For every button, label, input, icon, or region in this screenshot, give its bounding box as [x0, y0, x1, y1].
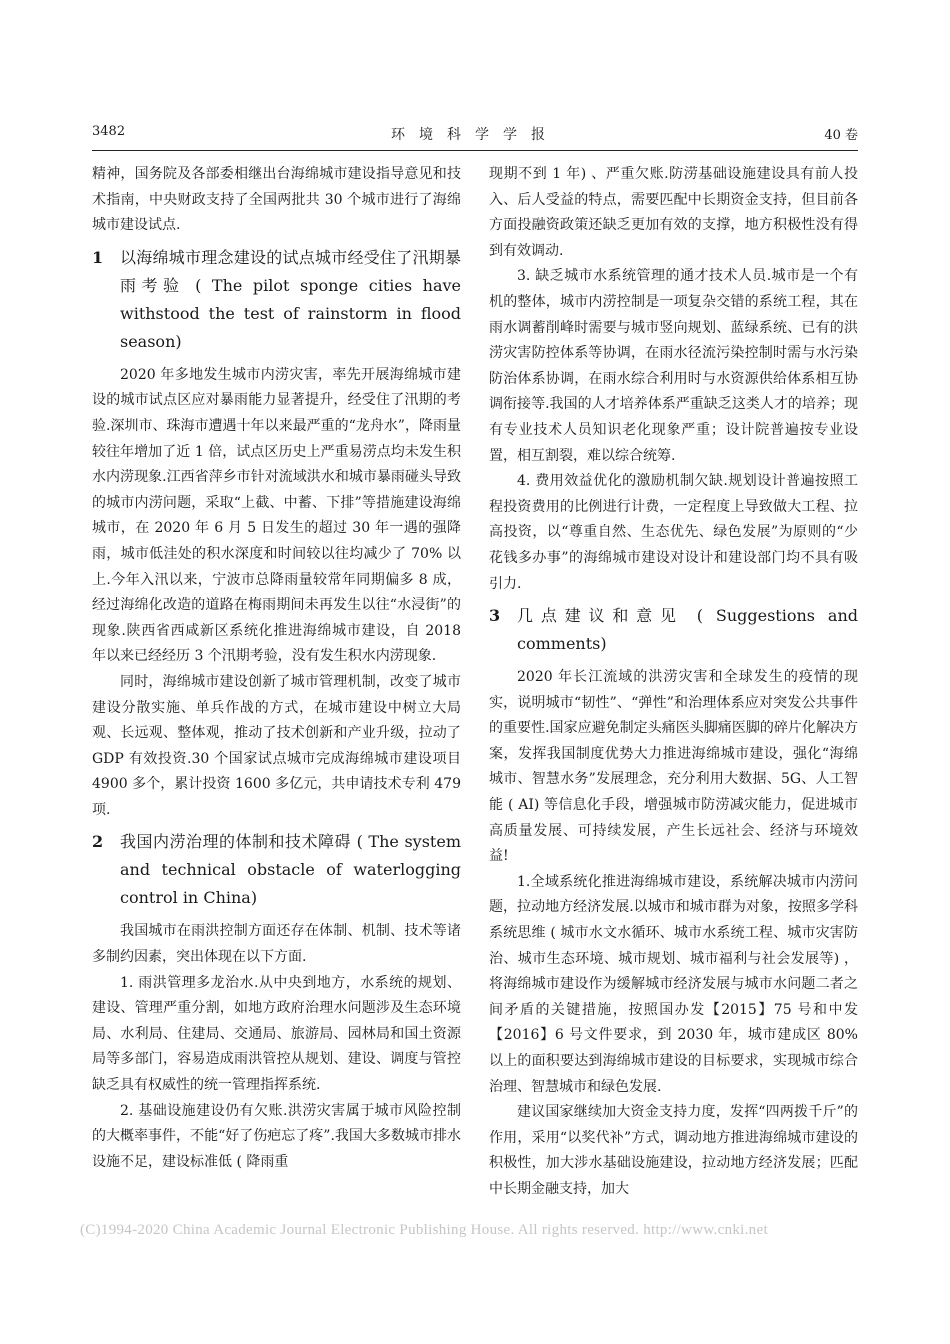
- paragraph: 精神，国务院及各部委相继出台海绵城市建设指导意见和技术指南，中央财政支持了全国两批共 30 个城市进行了海绵城市建设试点.: [92, 166, 461, 234]
- paragraph: 4. 费用效益优化的激励机制欠缺.规划设计普遍按照工程投资费用的比例进行计费，一定程度上导致做大工程、拉高投资，以“尊重自然、生态优先、绿色发展”为原则的“少花钱多办事”的海绵城市建设对设计和建设部门均不具有吸引力.: [489, 473, 858, 592]
- page-number: 3482: [92, 124, 126, 139]
- paragraph: 2020 年长江流域的洪涝灾害和全球发生的疫情的现实，说明城市“韧性”、“弹性”和治理体系应对突发公共事件的重要性.国家应避免制定头痛医头脚痛医脚的碎片化解决方案，发挥我国制度优势大力推进海绵城市建设，强化“海绵城市、智慧水务”发展理念，充分利用大数据、5G、人工智能 ( AI) 等信息化手段，增强城市防涝减灾能力，促进城市高质量发展、可持续发展，产生长远社会、经济与环境效益!: [489, 669, 858, 865]
- section-heading-1: [92, 244, 461, 356]
- left-column: [92, 162, 461, 1175]
- section-number: 2: [92, 832, 104, 852]
- section-title: 我国内涝治理的体制和技术障碍 ( The system and technical obstacle of waterlogging control in China): [120, 832, 461, 908]
- running-header: [92, 124, 858, 146]
- copyright-watermark: (C)1994-2020 China Academic Journal Electronic Publishing House. All rights reserved. http://www.cnki.net: [80, 1222, 768, 1238]
- section-number: 3: [489, 606, 501, 626]
- right-column: [489, 162, 858, 1203]
- paragraph: 建议国家继续加大资金支持力度，发挥“四两拨千斤”的作用，采用“以奖代补”方式，调动地方推进海绵城市建设的积极性，加大涉水基础设施建设，拉动地方经济发展；匹配中长期金融支持，加大: [489, 1104, 858, 1197]
- paragraph: 3. 缺乏城市水系统管理的通才技术人员.城市是一个有机的整体，城市内涝控制是一项复杂交错的系统工程，其在雨水调蓄削峰时需要与城市竖向规划、蓝绿系统、已有的洪涝灾害防控体系等协调，在雨水径流污染控制时需与水污染防治体系协调，在雨水综合利用时与水资源供给体系相互协调衔接等.我国的人才培养体系严重缺乏这类人才的培养；现有专业技术人员知识老化现象严重；设计院普遍按专业设置，相互割裂，难以综合统筹.: [489, 268, 858, 464]
- paragraph: 2. 基础设施建设仍有欠账.洪涝灾害属于城市风险控制的大概率事件，不能“好了伤疤忘了疼”.我国大多数城市排水设施不足，建设标准低 ( 降雨重: [92, 1102, 461, 1170]
- header-rule: [92, 150, 858, 151]
- paragraph: 1.全域系统化推进海绵城市建设，系统解决城市内涝问题，拉动地方经济发展.以城市和城市群为对象，按照多学科系统思维 ( 城市水文水循环、城市水系统工程、城市灾害防治、城市生态环境、城市规划、城市福利与社会发展等) ，将海绵城市建设作为缓解城市经济发展与城市水问题二者之间矛盾的关键措施，按照国办发【2015】75 号和中发【2016】6 号文件要求，到 2030 年，城市建成区 80% 以上的面积要达到海绵城市建设的目标要求，实现城市综合治理、智慧城市和绿色发展.: [489, 873, 858, 1095]
- paragraph: 1. 雨洪管理多龙治水.从中央到地方，水系统的规划、建设、管理严重分割，如地方政府治理水问题涉及生态环境局、水利局、住建局、交通局、旅游局、园林局和国土资源局等多部门，容易造成雨洪管控从规划、建设、调度与管控缺乏具有权威性的统一管理指挥系统.: [92, 974, 461, 1094]
- paragraph: 现期不到 1 年) 、严重欠账.防涝基础设施建设具有前人投入、后人受益的特点，需要匹配中长期资金支持，但目前各方面投融资政策还缺乏更加有效的支撑，地方积极性没有得到有效调动.: [489, 166, 858, 259]
- section-title: 以海绵城市理念建设的试点城市经受住了汛期暴雨考验 ( The pilot sponge cities have withstood the test of rainstorm in flood season): [120, 247, 461, 351]
- section-title: 几点建议和意见 ( Suggestions and comments): [517, 606, 858, 654]
- paragraph: 同时，海绵城市建设创新了城市管理机制，改变了城市建设分散实施、单兵作战的方式，在城市建设中树立大局观、长远观、整体观，推动了技术创新和产业升级，拉动了 GDP 有效投资.30 个国家试点城市完成海绵城市建设项目 4900 多个，累计投资 1600 多亿元，共申请技术专利 479 项.: [92, 673, 461, 818]
- paragraph: 我国城市在雨洪控制方面还存在体制、机制、技术等诸多制约因素，突出体现在以下方面.: [92, 923, 461, 966]
- paragraph: 2020 年多地发生城市内涝灾害，率先开展海绵城市建设的城市试点区应对暴雨能力显著提升，经受住了汛期的考验.深圳市、珠海市遭遇十年以来最严重的“龙舟水”，降雨量较往年增加了近 1 倍，试点区历史上严重易涝点均未发生积水内涝现象.江西省萍乡市针对流域洪水和城市暴雨碰头导致的城市内涝问题，采取“上截、中蓄、下排”等措施建设海绵城市，在 2020 年 6 月 5 日发生的超过 30 年一遇的强降雨，城市低洼处的积水深度和时间较以往均减少了 70% 以上.今年入汛以来，宁波市总降雨量较常年同期偏多 8 成，经过海绵化改造的道路在梅雨期间未再发生以往“水浸街”的现象.陕西省西咸新区系统化推进海绵城市建设，自 2018 年以来已经经历 3 个汛期考验，没有发生积水内涝现象.: [92, 366, 461, 665]
- section-number: 1: [92, 247, 104, 267]
- section-heading-2: [92, 828, 461, 912]
- journal-title: 环境科学学报: [391, 127, 559, 143]
- section-heading-3: [489, 602, 858, 658]
- volume-label: 40 卷: [824, 128, 858, 143]
